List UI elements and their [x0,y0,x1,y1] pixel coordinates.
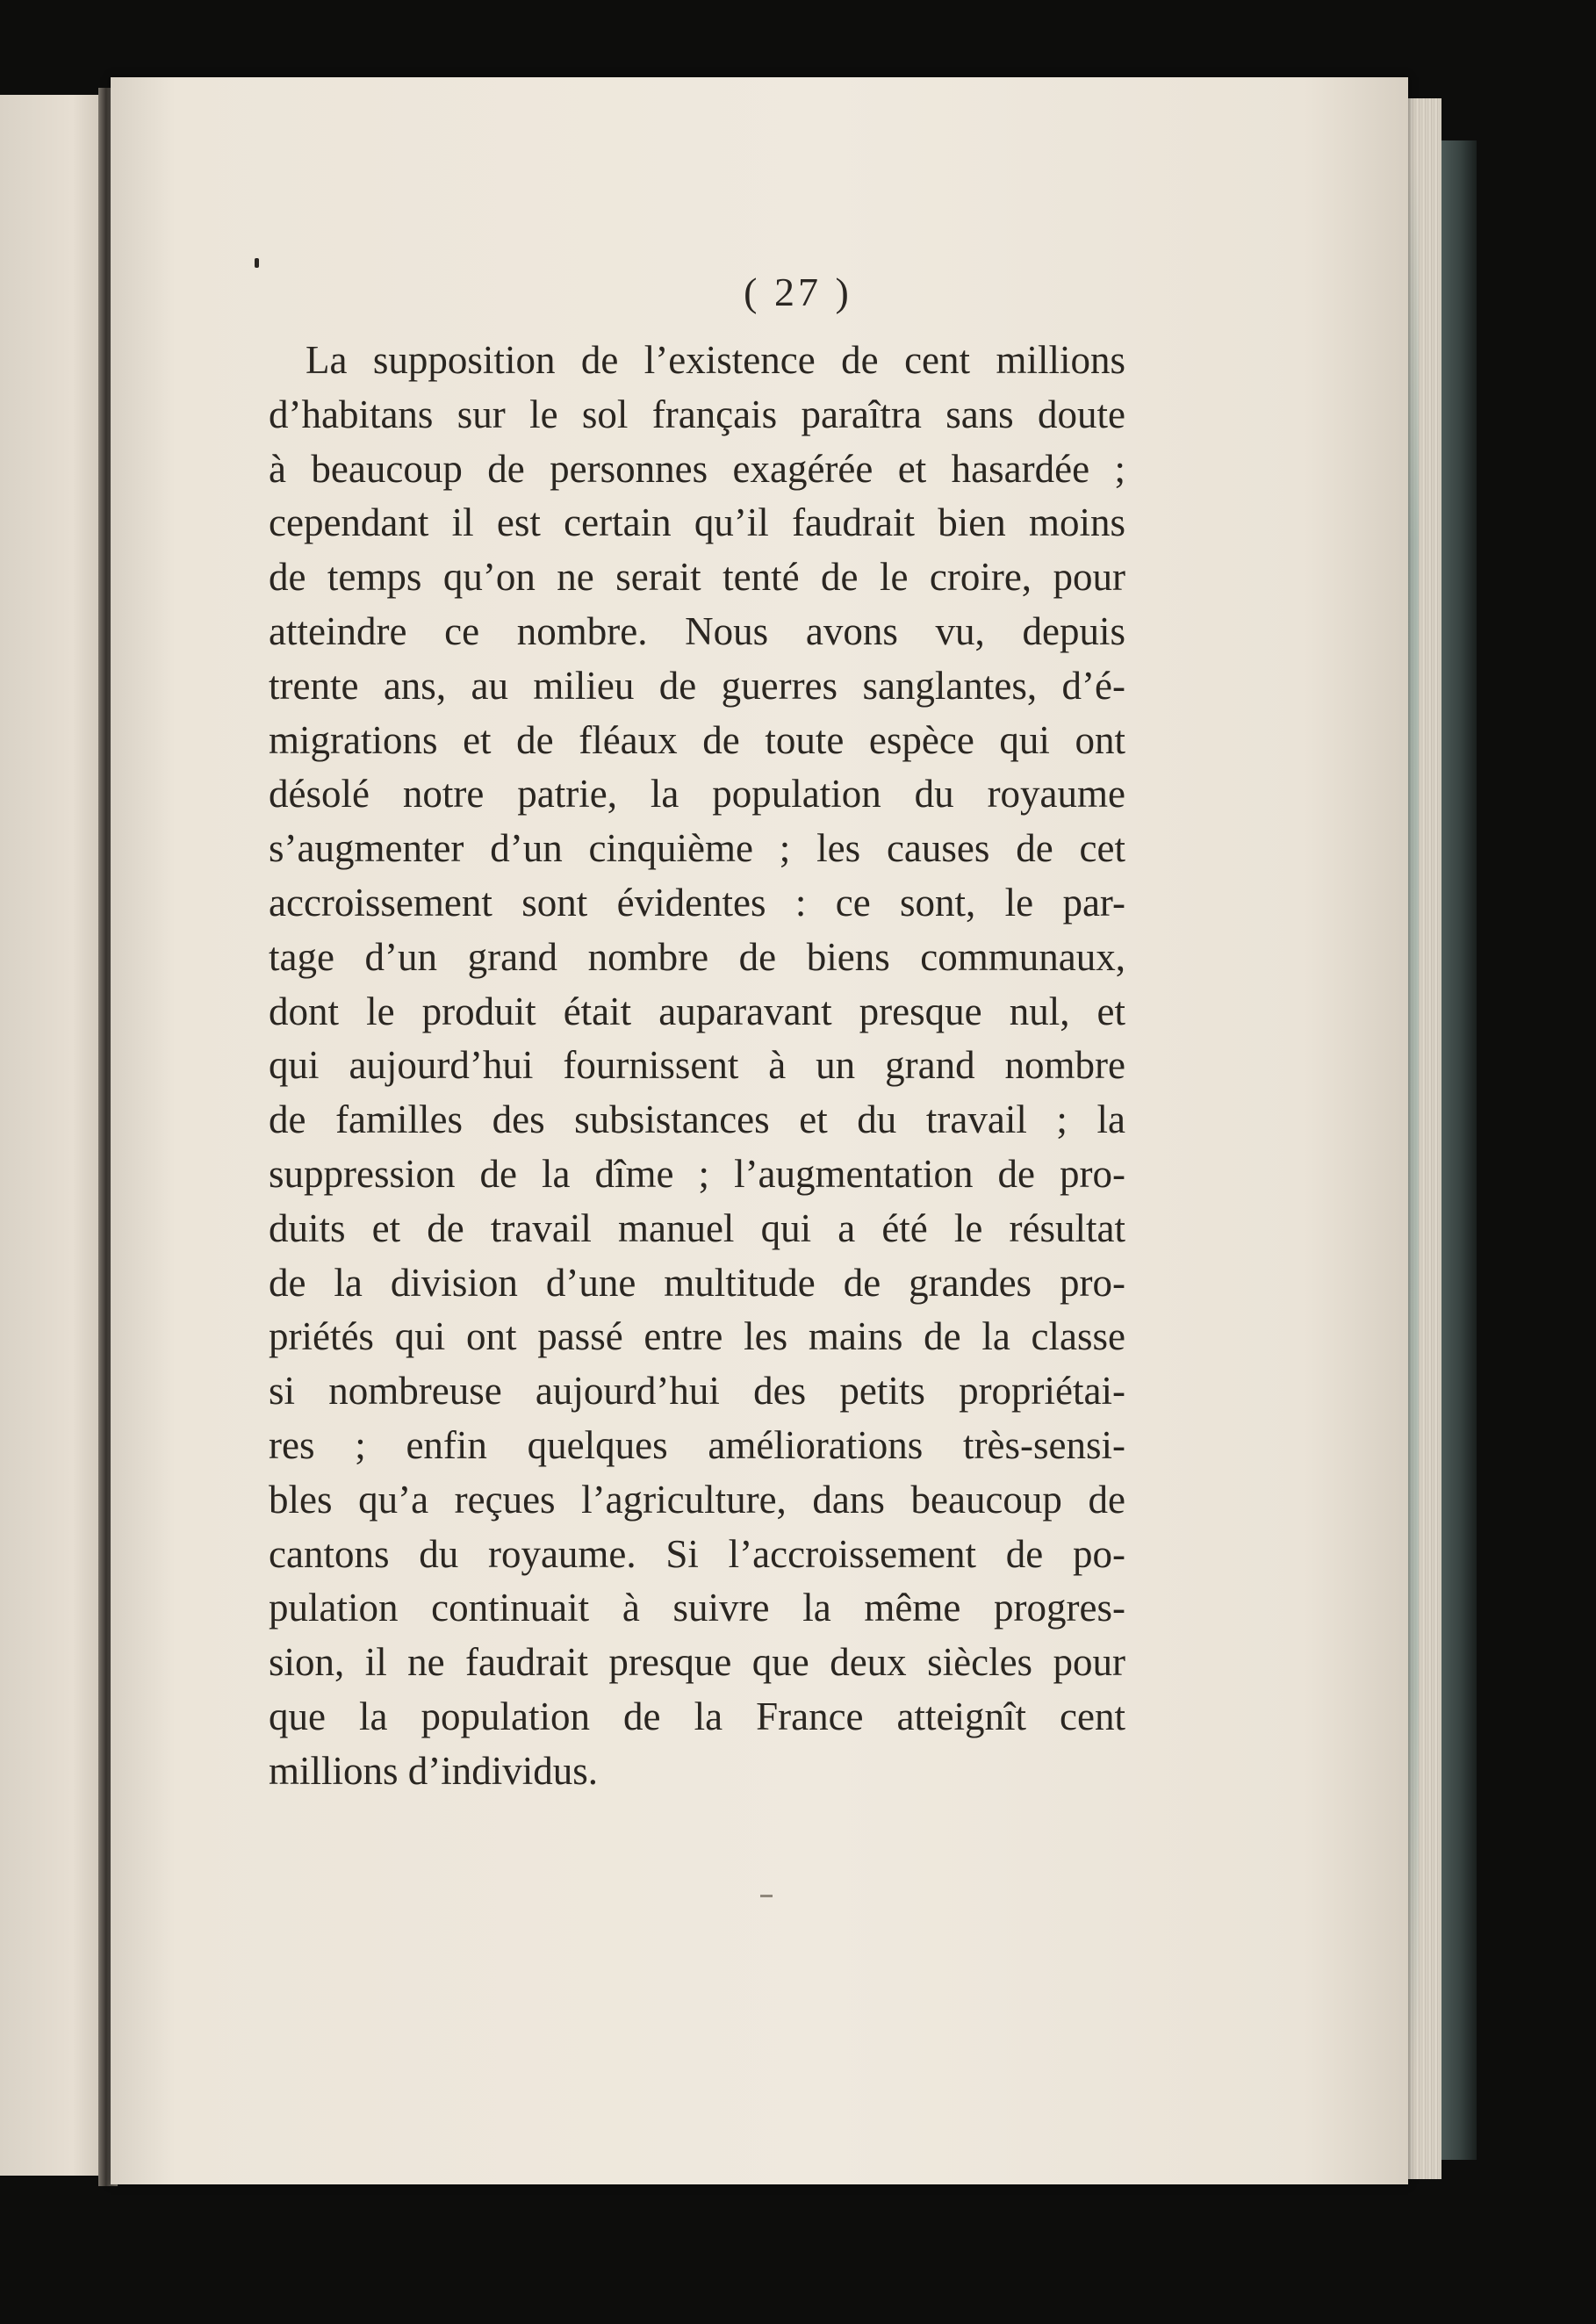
text-line: La supposition de l’existence de cent millions [306,338,1125,382]
book-cover-edge [1441,140,1477,2160]
text-line: duits et de travail manuel qui a été le résultat [269,1205,1125,1250]
text-line: de temps qu’on ne serait tenté de le croire, pour [269,555,1125,600]
text-line: de familles des subsistances et du travail ; la [269,1097,1125,1142]
text-line: cependant il est certain qu’il faudrait bien moins [269,500,1125,545]
text-line: suppression de la dîme ; l’augmentation de pro- [269,1151,1125,1196]
text-line: sion, il ne faudrait presque que deux siècles pour [269,1640,1125,1685]
text-line: migrations et de fléaux de toute espèce qui ont [269,717,1125,762]
margin-mark [255,258,259,268]
text-line: millions d’individus. [269,1748,599,1793]
text-line: cantons du royaume. Si l’accroissement de po- [269,1531,1125,1576]
text-line: trente ans, au milieu de guerres sanglantes, d’é- [269,663,1125,708]
body-text [269,334,1125,1799]
text-line: qui aujourd’hui fournissent à un grand nombre [269,1043,1125,1088]
text-line: à beaucoup de personnes exagérée et hasardée ; [269,446,1125,491]
text-line: si nombreuse aujourd’hui des petits propriétai- [269,1369,1125,1414]
page-number: ( 27 ) [744,270,852,314]
text-line: priétés qui ont passé entre les mains de la classe [269,1314,1125,1359]
text-line: res ; enfin quelques améliorations très-sensi- [269,1422,1125,1467]
text-line: s’augmenter d’un cinquième ; les causes de cet [269,826,1125,871]
text-line: de la division d’une multitude de grandes pro- [269,1260,1125,1305]
text-line: pulation continuait à suivre la même progres- [269,1586,1125,1630]
text-line: bles qu’a reçues l’agriculture, dans beaucoup de [269,1477,1125,1522]
text-line: que la population de la France atteignît cent [269,1694,1125,1738]
text-line: désolé notre patrie, la population du royaume [269,772,1125,817]
footer-dash [760,1895,773,1897]
text-line: d’habitans sur le sol français paraîtra sans doute [269,392,1125,436]
text-line: accroissement sont évidentes : ce sont, le par- [269,880,1125,925]
text-line: tage d’un grand nombre de biens communaux, [269,934,1125,979]
page-edge-tint [1408,158,1419,2072]
left-page-edge [0,95,104,2176]
text-line: atteindre ce nombre. Nous avons vu, depuis [269,608,1125,653]
text-line: dont le produit était auparavant presque nul, et [269,989,1125,1033]
